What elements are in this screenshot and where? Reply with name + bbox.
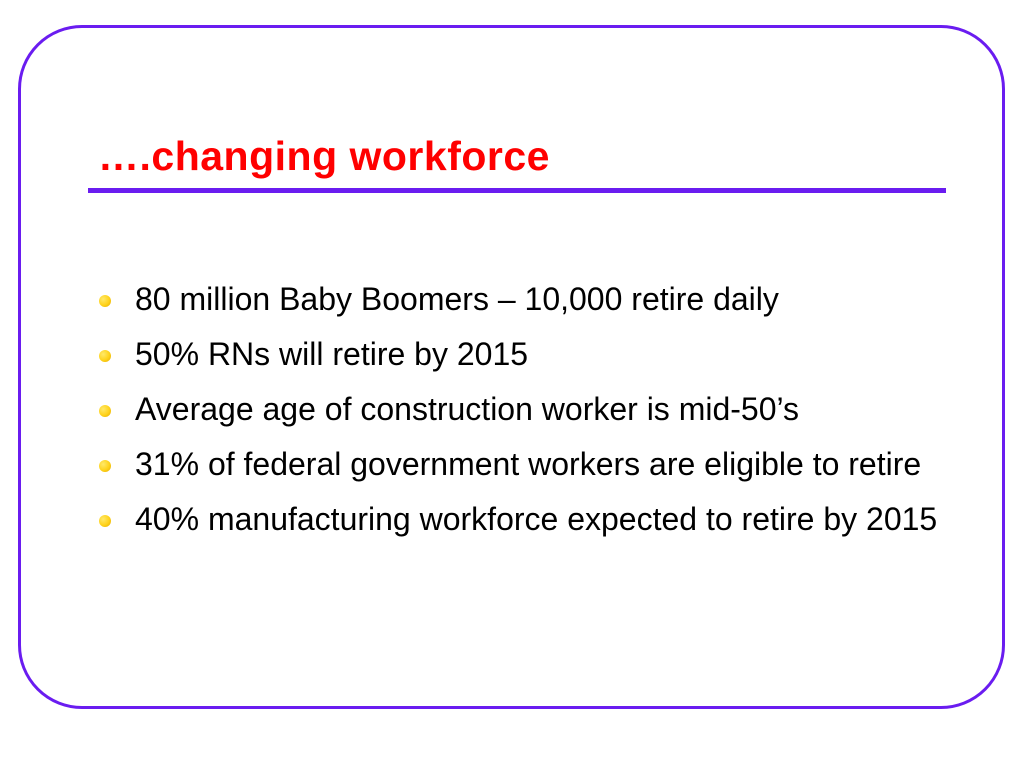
bullet-text: 80 million Baby Boomers – 10,000 retire daily (135, 281, 779, 317)
bullet-dot-icon (99, 515, 111, 527)
bullet-text: Average age of construction worker is mid-50’s (135, 391, 800, 427)
slide-title: ….changing workforce (98, 133, 550, 179)
bullet-text: 31% of federal government workers are eligible to retire (135, 446, 922, 482)
bullet-item (96, 331, 956, 378)
bullet-item (96, 386, 956, 433)
bullet-dot-icon (99, 405, 111, 417)
bullet-item (96, 496, 956, 543)
bullet-text: 40% manufacturing workforce expected to retire by 2015 (135, 501, 938, 537)
bullet-dot-icon (99, 460, 111, 472)
bullet-list (96, 276, 956, 551)
bullet-item (96, 276, 956, 323)
bullet-text: 50% RNs will retire by 2015 (135, 336, 529, 372)
bullet-item (96, 441, 956, 488)
bullet-dot-icon (99, 295, 111, 307)
title-underline (88, 188, 946, 193)
bullet-dot-icon (99, 350, 111, 362)
